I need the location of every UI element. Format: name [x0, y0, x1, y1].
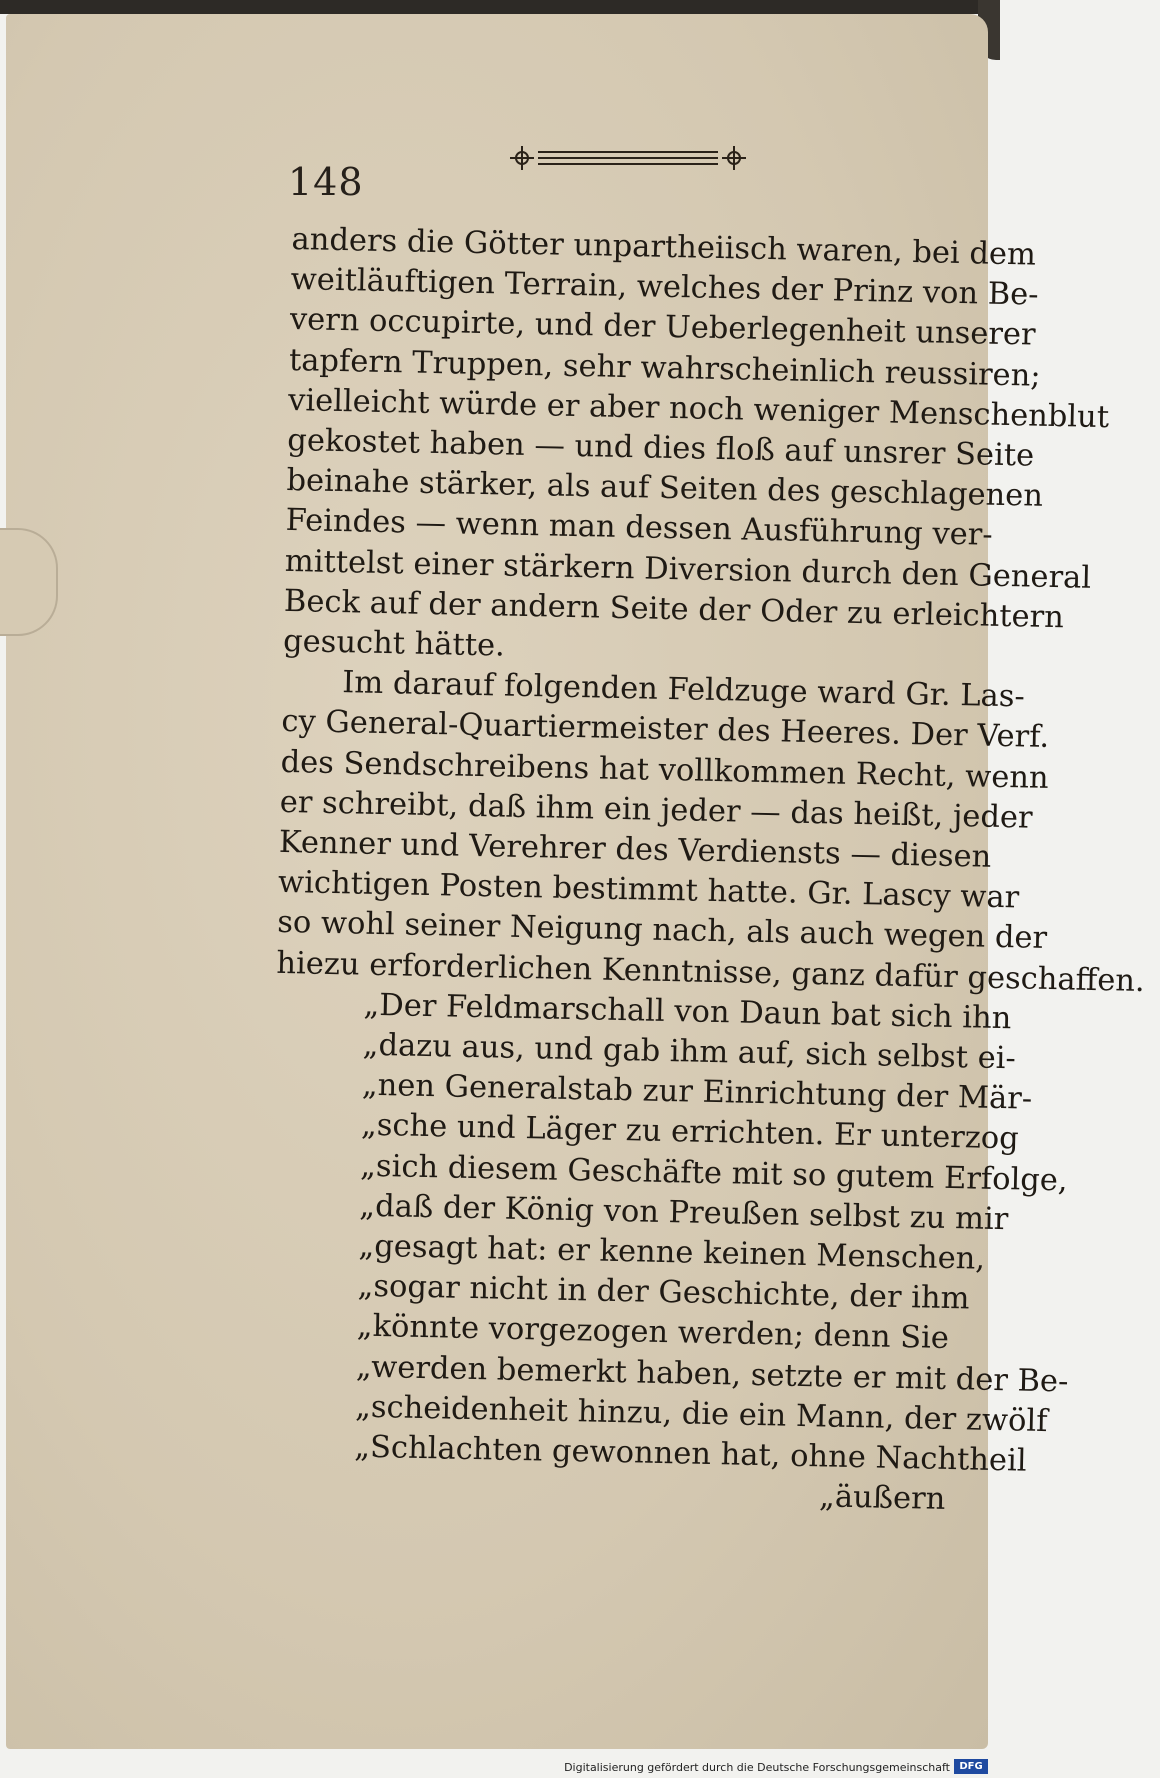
text-line: anders die Götter unpartheiisch waren, bei dem	[291, 221, 1037, 273]
quote-line: „nen Generalstab zur Einrichtung der Mär-	[361, 1067, 1033, 1117]
footer-credit: Digitalisierung gefördert durch die Deutsche Forschungsgemeinschaft	[564, 1761, 950, 1774]
text-line: Kenner und Verehrer des Verdiensts — diesen	[278, 824, 992, 875]
body-text	[265, 220, 1146, 1520]
text-line: tapfern Truppen, sehr wahrscheinlich reussiren;	[288, 342, 1041, 394]
text-line: er schreibt, daß ihm ein jeder — das heißt, jeder	[279, 784, 1033, 836]
text-line: beinahe stärker, als auf Seiten des geschlagenen	[286, 463, 1044, 515]
text-line: wichtigen Posten bestimmt hatte. Gr. Lascy war	[277, 865, 1020, 916]
text-line: Feindes — wenn man dessen Ausführung ver-	[285, 503, 993, 554]
quote-line: „sogar nicht in der Geschichte, der ihm	[357, 1268, 970, 1317]
quote-line: „dazu aus, und gab ihm auf, sich selbst ei-	[362, 1027, 1017, 1077]
header-ornament-icon	[508, 140, 748, 176]
dfg-logo-icon: DFG	[954, 1759, 988, 1774]
text-line: so wohl seiner Neigung nach, als auch wegen der	[276, 905, 1048, 957]
quote-line: „Schlachten gewonnen hat, ohne Nachtheil	[353, 1429, 1027, 1479]
text-line: des Sendschreibens hat vollkommen Recht, wenn	[280, 744, 1050, 796]
text-line: weitläuftigen Terrain, welches der Prinz von Be-	[290, 262, 1039, 313]
book-edge-top	[0, 0, 1000, 14]
text-line: cy General-Quartiermeister des Heeres. Der Verf.	[281, 704, 1050, 756]
text-line: vern occupirte, und der Ueberlegenheit unserer	[289, 302, 1036, 353]
catchword: „äußern	[818, 1479, 946, 1518]
text-line: Beck auf der andern Seite der Oder zu erleichtern	[283, 583, 1065, 636]
quote-line: „könnte vorgezogen werden; denn Sie	[356, 1309, 950, 1357]
page-tab-mark	[0, 528, 58, 636]
quote-line: „gesagt hat: er kenne keinen Menschen,	[358, 1228, 986, 1277]
page-number: 148	[288, 160, 364, 204]
paragraph-start-line: Im darauf folgenden Feldzuge ward Gr. Las-	[341, 665, 1026, 715]
quote-line: „Der Feldmarschall von Daun bat sich ihn	[363, 987, 1012, 1037]
quote-line: „scheidenheit hinzu, die ein Mann, der zwölf	[354, 1389, 1048, 1439]
text-line: gesucht hätte.	[282, 623, 506, 664]
text-line: hiezu erforderlichen Kenntnisse, ganz dafür geschaffen.	[276, 945, 1146, 999]
quote-line: „sche und Läger zu errichten. Er unterzog	[360, 1108, 1020, 1157]
text-line: mittelst einer stärkern Diversion durch den General	[284, 543, 1092, 596]
quote-line: „daß der König von Preußen selbst zu mir	[358, 1188, 1009, 1238]
quote-line: „werden bemerkt haben, setzte er mit der Be-	[355, 1349, 1069, 1400]
text-line: gekostet haben — und dies floß auf unsrer Seite	[287, 422, 1035, 474]
text-line: vielleicht würde er aber noch weniger Menschenblut	[287, 382, 1110, 435]
quote-line: „sich diesem Geschäfte mit so gutem Erfolge,	[359, 1148, 1068, 1199]
